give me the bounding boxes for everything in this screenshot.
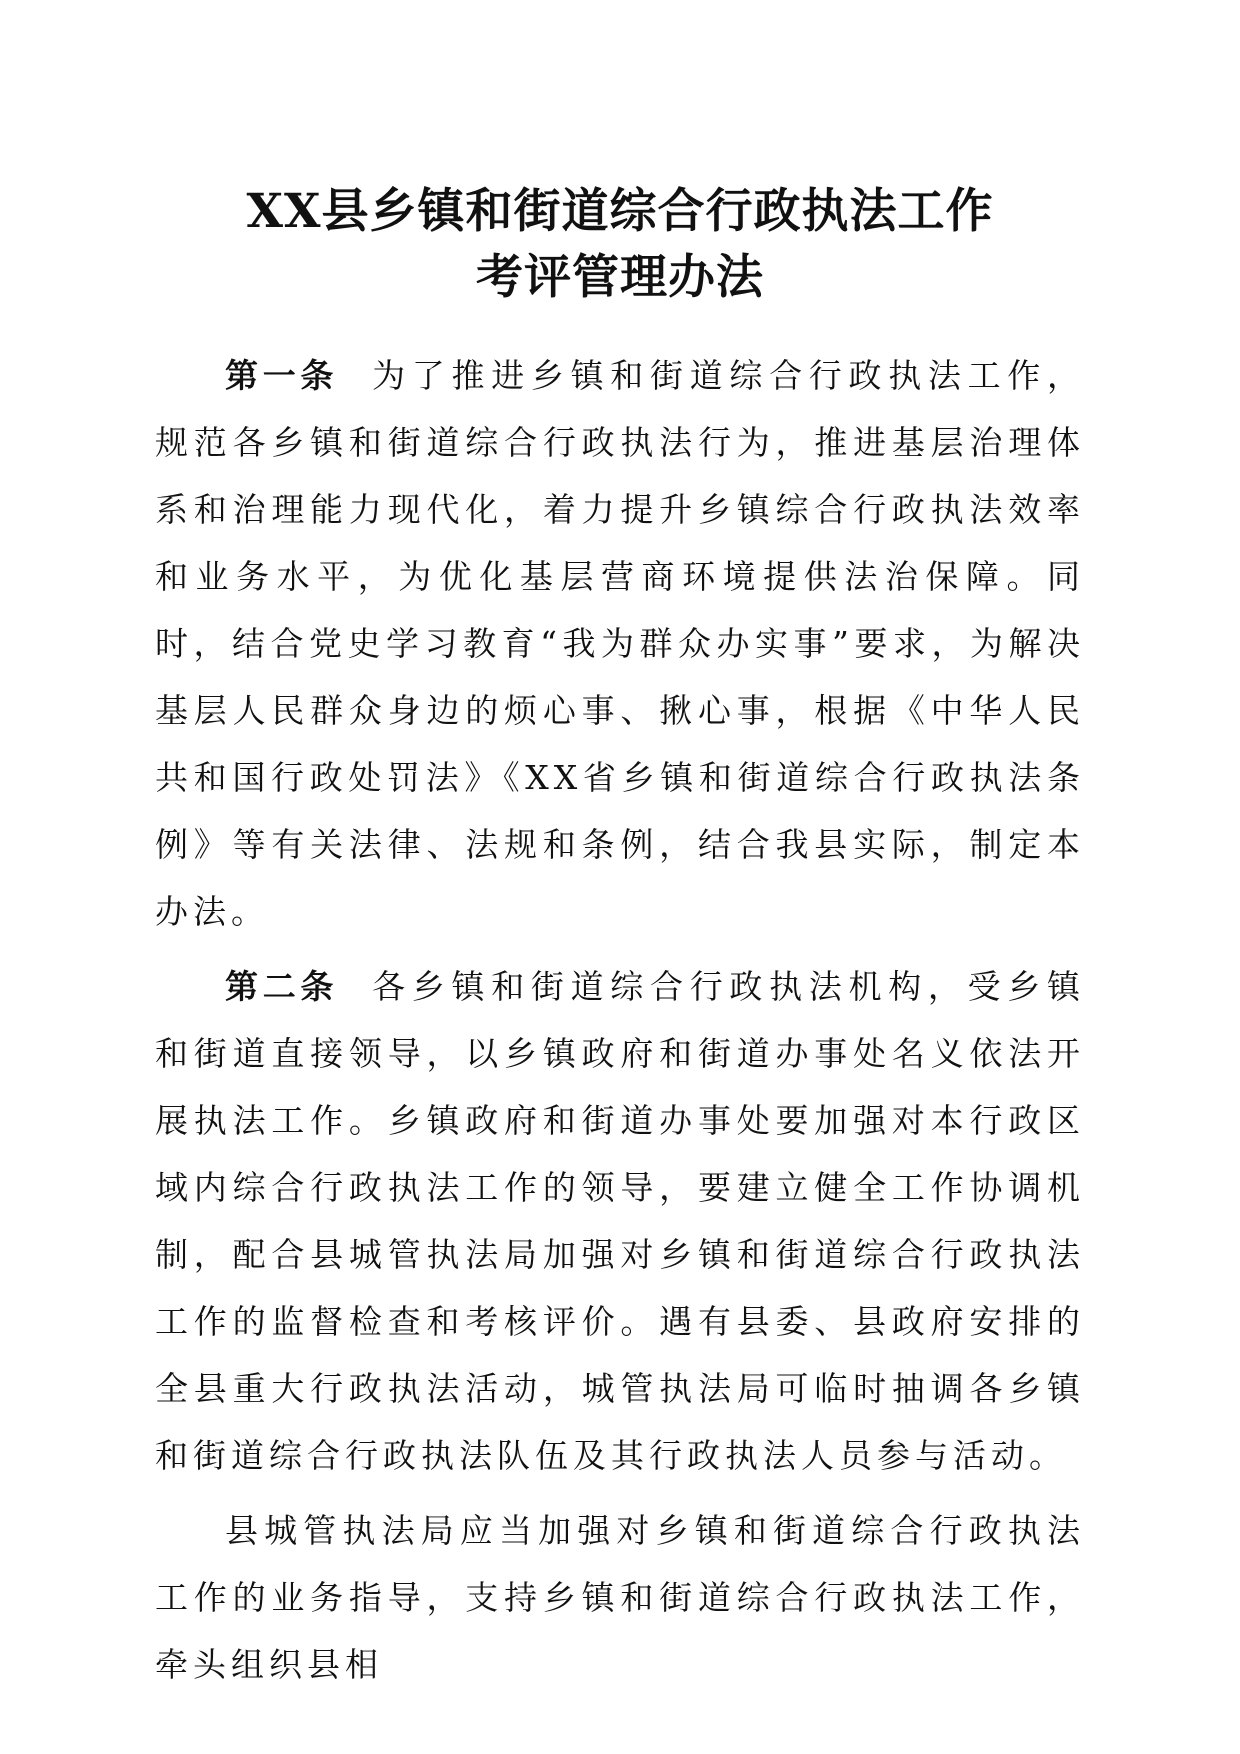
- article-2-text: 各乡镇和街道综合行政执法机构，受乡镇和街道直接领导，以乡镇政府和街道办事处名义依法开展执法工作。乡镇政府和街道办事处要加强对本行政区域内综合行政执法工作的领导，要建立健全工作协调机制，配合县城管执法局加强对乡镇和街道综合行政执法工作的监督检查和考核评价。遇有县委、县政府安排的全县重大行政执法活动，城管执法局可临时抽调各乡镇和街道综合行政执法队伍及其行政执法人员参与活动。: [155, 967, 1086, 1475]
- article-2-label: 第二条: [225, 967, 339, 1006]
- article-1-text: 为了推进乡镇和街道综合行政执法工作，规范各乡镇和街道综合行政执法行为，推进基层治理体系和治理能力现代化，着力提升乡镇综合行政执法效率和业务水平，为优化基层营商环境提供法治保障。同时，结合党史学习教育“我为群众办实事”要求，为解决基层人民群众身边的烦心事、揪心事，根据《中华人民共和国行政处罚法》《XX省乡镇和街道综合行政执法条例》等有关法律、法规和条例，结合我县实际，制定本办法。: [155, 356, 1086, 931]
- article-2-paragraph: [155, 953, 1085, 1489]
- continuation-text: 县城管执法局应当加强对乡镇和街道综合行政执法工作的业务指导，支持乡镇和街道综合行政执法工作，牵头组织县相: [155, 1511, 1085, 1684]
- article-2-continuation-paragraph: [155, 1497, 1085, 1698]
- article-1-paragraph: [155, 342, 1085, 945]
- document-title-line-2: 考评管理办法: [476, 250, 764, 305]
- document-body: [155, 342, 1085, 1706]
- article-1-label: 第一条: [225, 356, 339, 395]
- document-title-line-1: XX县乡镇和街道综合行政执法工作: [246, 184, 994, 239]
